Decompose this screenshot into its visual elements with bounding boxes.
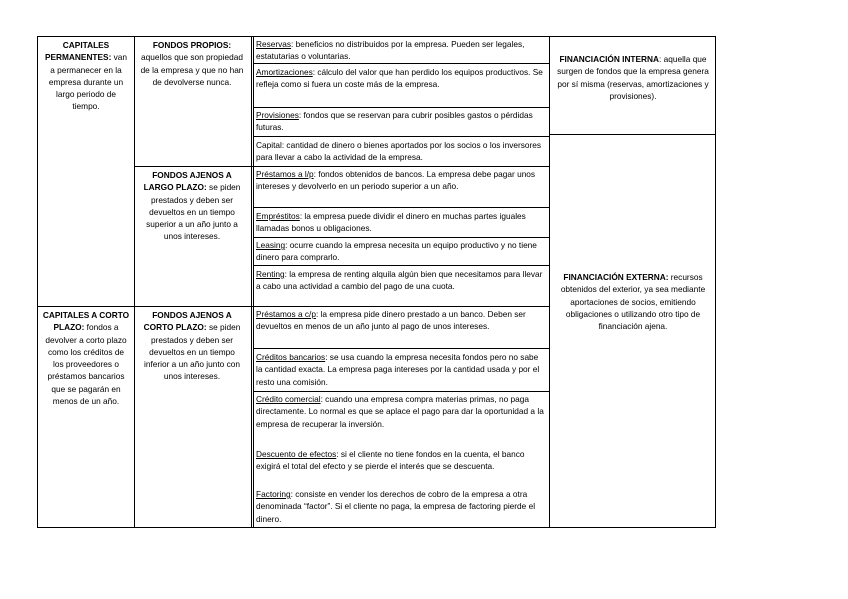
item-term: Amortizaciones — [256, 67, 313, 77]
item-desc: : la empresa puede dividir el dinero en muchas partes iguales llamadas bonos u obligaciones. — [256, 211, 526, 234]
item-term: Créditos bancarios — [256, 352, 326, 362]
financiacion-externa-cell — [551, 271, 715, 332]
item-prestamos-lp — [254, 168, 546, 193]
item-desc: : si el cliente no tiene fondos en la cuenta, el banco exigirá el total del efecto y se pierde el interés que se descuenta. — [256, 449, 525, 472]
item-term: Préstamos a l/p — [256, 169, 314, 179]
row-divider-financing — [549, 134, 716, 135]
item-divider — [253, 107, 550, 108]
capitales-corto-plazo-title: CAPITALES A CORTO PLAZO: — [42, 310, 130, 333]
fondos-ajenos-largo-title: FONDOS AJENOS A LARGO PLAZO: — [143, 170, 232, 193]
item-term: Leasing — [256, 240, 286, 250]
item-divider — [253, 136, 550, 137]
financiacion-externa-title: FINANCIACIÓN EXTERNA: — [563, 272, 669, 282]
item-desc: : fondos que se reservan para cubrir posibles gastos o pérdidas futuras. — [256, 110, 533, 133]
item-amortizaciones — [254, 66, 546, 91]
capitales-corto-plazo-cell — [38, 309, 134, 407]
row-divider-main — [37, 306, 550, 307]
item-desc: : cálculo del valor que han perdido los equipos productivos. Se refleja como si fuera un coste más de la empresa. — [256, 67, 543, 90]
fondos-ajenos-largo-text: se piden prestados y deben ser devueltos en un tiempo superior a un año junto a unos intereses. — [146, 182, 241, 242]
item-term: Descuento de efectos — [256, 449, 337, 459]
item-desc: : beneficios no distribuidos por la empresa. Pueden ser legales, estatutarias o voluntarias. — [256, 39, 525, 62]
column-divider-1 — [134, 36, 135, 528]
capitales-permanentes-cell — [38, 39, 134, 113]
financiacion-interna-cell — [551, 53, 715, 102]
table-border-top — [37, 36, 716, 37]
column-divider-3 — [549, 36, 550, 528]
item-emprestitos — [254, 210, 546, 235]
item-reservas — [254, 38, 546, 63]
item-credito-comercial — [254, 393, 546, 430]
item-desc: Capital: cantidad de dinero o bienes aportados por los socios o los inversores para llevar a cabo la actividad de la empresa. — [256, 140, 542, 163]
item-desc: : la empresa de renting alquila algún bien que necesitamos para llevar a cabo una actividad a cambio del pago de una cuota. — [256, 269, 543, 292]
table-border-right — [715, 36, 716, 528]
fondos-ajenos-corto-title: FONDOS AJENOS A CORTO PLAZO: — [143, 310, 232, 333]
item-divider — [253, 207, 550, 208]
fondos-propios-title: FONDOS PROPIOS: — [152, 40, 232, 50]
item-term: Provisiones — [256, 110, 299, 120]
fondos-propios-text: aquellos que son propiedad de la empresa y que no han de devolverse nunca. — [140, 52, 244, 87]
table-border-bottom — [37, 527, 716, 528]
capitales-corto-plazo-text: fondos a devolver a corto plazo como los créditos de los proveedores o préstamos bancarios que se pagarán en menos de un año. — [45, 322, 127, 407]
row-divider-fondos — [134, 166, 550, 167]
item-term: Préstamos a c/p — [256, 309, 316, 319]
item-descuento-efectos — [254, 448, 546, 473]
item-term: Reservas — [256, 39, 292, 49]
item-factoring — [254, 488, 546, 525]
item-desc: : fondos obtenidos de bancos. La empresa debe pagar unos intereses y devolverlo en un periodo superior a un año. — [256, 169, 536, 192]
item-provisiones — [254, 109, 546, 134]
column-divider-2 — [251, 36, 252, 528]
capitales-permanentes-title: CAPITALES PERMANENTES: — [44, 40, 112, 63]
financiacion-interna-title: FINANCIACIÓN INTERNA — [559, 54, 660, 64]
item-desc: : consiste en vender los derechos de cobro de la empresa a otra denominada “factor”. Si el cliente no paga, la empresa de factoring pierde el dinero. — [256, 489, 536, 524]
item-desc: : la empresa pide dinero prestado a un banco. Deben ser devueltos en menos de un año junto al pago de unos intereses. — [256, 309, 526, 332]
item-divider — [253, 348, 550, 349]
item-divider — [253, 237, 550, 238]
financiacion-interna-text: : aquella que surgen de fondos que la empresa genera por sí misma (reservas, amortizaciones y provisiones). — [557, 54, 709, 101]
item-creditos-bancarios — [254, 351, 546, 388]
fondos-ajenos-corto-cell — [135, 309, 249, 383]
item-prestamos-cp — [254, 308, 546, 333]
item-renting — [254, 268, 546, 293]
item-divider — [253, 265, 550, 266]
item-leasing — [254, 239, 546, 264]
item-divider — [253, 63, 550, 64]
item-term: Empréstitos — [256, 211, 300, 221]
fondos-ajenos-corto-text: se piden prestados y deben ser devueltos en un tiempo inferior a un año junto con unos intereses. — [144, 322, 241, 382]
item-desc: : se usa cuando la empresa necesita fondos pero no sabe la cantidad exacta. La empresa paga intereses por la cantidad usada y por el resto una comisión. — [256, 352, 540, 387]
item-desc: : ocurre cuando la empresa necesita un equipo productivo y no tiene dinero para comprarlo. — [256, 240, 537, 263]
fondos-propios-cell — [135, 39, 249, 88]
item-capital — [254, 139, 546, 164]
fondos-ajenos-largo-cell — [135, 169, 249, 243]
item-desc: : cuando una empresa compra materias primas, no paga directamente. Lo normal es que se aplace el pago para dar la oportunidad a la empresa de recuperar la inversión. — [256, 394, 544, 429]
capitales-permanentes-text: van a permanecer en la empresa durante un largo periodo de tiempo. — [48, 52, 128, 112]
item-term: Factoring — [256, 489, 291, 499]
item-term: Crédito comercial — [256, 394, 321, 404]
item-divider — [253, 391, 550, 392]
item-term: Renting — [256, 269, 285, 279]
financiacion-externa-text: recursos obtenidos del exterior, ya sea mediante aportaciones de socios, emitiendo obligaciones o utilizando otro tipo de financiación ajena. — [560, 272, 706, 332]
